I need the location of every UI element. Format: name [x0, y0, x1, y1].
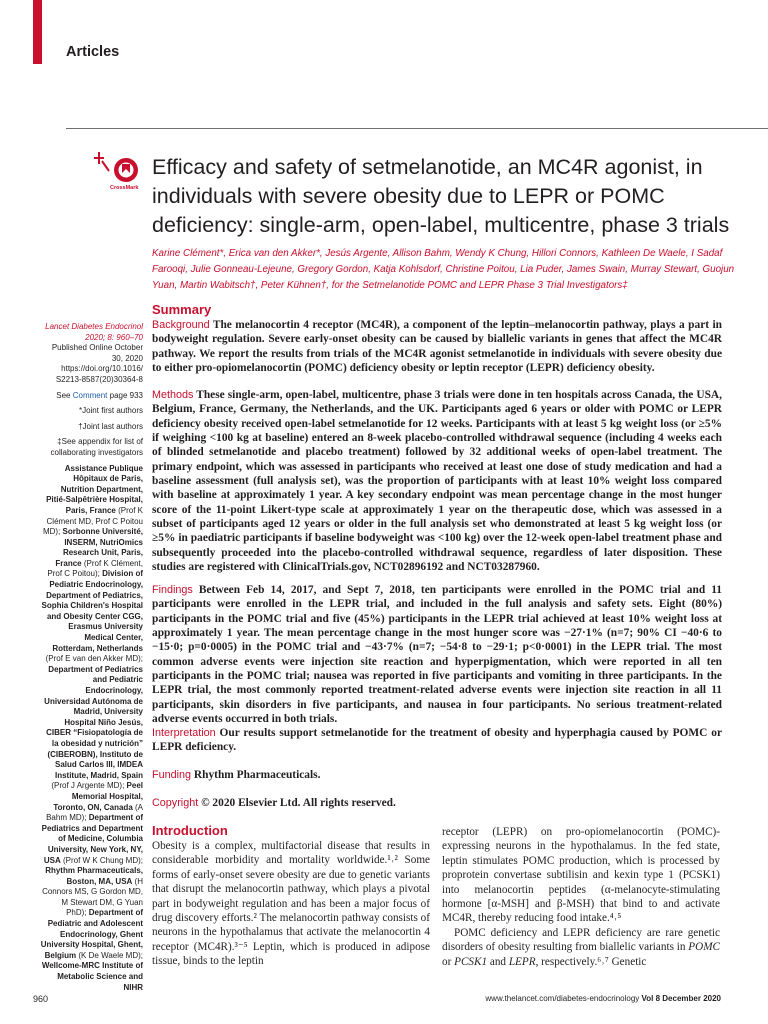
interpretation-label: Interpretation	[152, 727, 216, 739]
summary-funding	[152, 768, 722, 782]
citation: 2020; 8: 960–70	[85, 332, 143, 342]
header-divider	[66, 128, 768, 129]
summary-findings	[152, 583, 722, 726]
joint-last-note: †Joint last authors	[78, 421, 143, 431]
volume: Vol 8	[641, 994, 661, 1003]
sidebar	[40, 322, 143, 993]
crossmark-label: CrossMark	[110, 185, 139, 191]
footer-journal-info	[462, 994, 721, 1003]
intro-column-2-para-1: receptor (LEPR) on pro-opiomelanocortin (POMC)-expressing neurons in the hypothalamus. In the fed state, leptin stimulates POMC production, which is processed by proprotein convertase subtilisin and kexin type 1 (PCSK1) into melanocortin peptides (α-melanocyte-stimulating hormone [α-MSH] and β-MSH) that bind to and activate MC4R, thereby reducing food intake.⁴˒⁵	[442, 826, 720, 925]
crossmark-badge[interactable]	[94, 150, 142, 194]
page-number: 960	[33, 994, 49, 1004]
funding-label: Funding	[152, 769, 192, 781]
appendix-note: ‡See appendix for list of collaborating investigators	[50, 437, 143, 457]
methods-label: Methods	[152, 389, 194, 401]
findings-text: Between Feb 14, 2017, and Sept 7, 2018, ten participants were enrolled in the POMC trial and 11 participants were enrolled in the LEPR trial, and included in the full analysis and safety sets. Eight (80%) participants in the POMC trial and five (45%) participants in the LEPR trial achieved at least 10% weight loss at approximately 1 year. The mean percentage change in the most hunger score was −27·1% (n=7; 90% CI −40·6 to −15·0; p=0·0005) in the POMC trial and −43·7% (n=7; −54·8 to −29·1; p<0·0001) in the LEPR trial. The most common adverse events were injection site reaction and hyperpigmentation, which were reported in all ten participants in the POMC trial; nausea was reported in five participants and vomiting in three participants. In the LEPR trial, the most commonly reported treatment-related adverse events were injection site reaction in all 11 participants, skin disorders in five participants, and nausea in four participants. No serious treatment-related adverse events occurred in both trials.	[152, 584, 722, 726]
joint-first-note: *Joint first authors	[78, 406, 143, 416]
methods-text: These single-arm, open-label, multicentre, phase 3 trials were done in ten hospitals across Canada, the USA, Belgium, France, Germany, the Netherlands, and the UK. Participants aged 6 years or older with POMC or LEPR deficiency obesity received open-label setmelanotide for 12 weeks. Participants with at least 5 kg weight loss (or ≥5% if weighing <100 kg at baseline) entered an 8-week placebo-controlled withdrawal sequence (including 4 weeks each of blinded setmelanotide and placebo treatment) followed by 32 additional weeks of open-label treatment. The primary endpoint, which was assessed in participants who received at least one dose of study medication and had a baseline assessment (full analysis set), was the proportion of participants with at least 10% weight loss compared with baseline at approximately 1 year. A key secondary endpoint was mean percentage change in the most hunger score of the 11-point Likert-type scale at approximately 1 year on the therapeutic dose, which was assessed in a subset of participants aged 12 years or older in the full analysis set who demonstrated at least 5 kg weight loss (or ≥5% in paediatric participants if baseline bodyweight was <100 kg) over the 12-week open-label treatment phase and subsequently proceeded into the placebo-controlled withdrawal sequence, regardless of later disposition. These studies are registered with ClinicalTrials.gov, NCT02896192 and NCT03287960.	[152, 389, 722, 574]
summary-background	[152, 318, 722, 375]
background-label: Background	[152, 319, 210, 331]
summary-interpretation	[152, 726, 722, 755]
section-label: Articles	[66, 44, 120, 60]
funding-text: Rhythm Pharmaceuticals.	[193, 769, 321, 781]
comment-link[interactable]: Comment	[72, 390, 108, 400]
copyright-text: © 2020 Elsevier Ltd. All rights reserved.	[201, 797, 396, 809]
published-online: Published Online October 30, 2020 https://doi.org/10.1016/ S2213-8587(20)30364-8	[51, 343, 143, 384]
section-color-bar	[33, 0, 42, 64]
intro-column-2-para-2: POMC deficiency and LEPR deficiency are rare genetic disorders of obesity resulting from biallelic variants in POMC or PCSK1 and LEPR, respectively.⁶˒⁷ Genetic	[442, 927, 720, 968]
affiliations: Assistance Publique Hôpitaux de Paris, Nutrition Department, Pitié-Salpêtrière Hospital, Paris, France (Prof K Clément MD, Prof C Poitou MD); Sorbonne Université, INSERM, NutriOmics Research Unit, Paris, France (Prof K Clément, Prof C Poitou); Division of Pediatric Endocrinology, Department of Pediatrics, Sophia Children's Hospital and Obesity Center CGG, Erasmus University Medical Center, Rotterdam, Netherlands (Prof E van den Akker MD); Department of Pediatrics and Pediatric Endocrinology, Universidad Autónoma de Madrid, University Hospital Niño Jesús, CIBER “Fisiopatología de la obesidad y nutrición” (CIBEROBN), Instituto de Salud Carlos III, IMDEA Institute, Madrid, Spain (Prof J Argente MD); Peel Memorial Hospital, Toronto, ON, Canada (A Bahm MD); Department of Pediatrics and Department of Medicine, Columbia University, New York, NY, USA (Prof W K Chung MD); Rhythm Pharmaceuticals, Boston, MA, USA (H Connors MS, G Gordon MD, M Stewart DM, G Yuan PhD); Department of Pediatric and Adolescent Endocrinology, Ghent University Hospital, Ghent, Belgium (K De Waele MD); Wellcome-MRC Institute of Metabolic Science and NIHR	[40, 463, 143, 992]
intro-column-1: Obesity is a complex, multifactorial disease that results in considerable morbidity and mortality worldwide.¹˒² Some forms of early-onset severe obesity are due to genetic variants that disrupt the melanocortin pathway, which plays a pivotal part in bodyweight regulation and has been a major focus of drug discovery efforts.² The melanocortin pathway consists of neurons in the hypothalamus that activate the melanocortin 4 receptor (MC4R).³⁻⁵ Leptin, which is produced in adipose tissue, binds to the leptin	[152, 840, 430, 968]
article-title: Efficacy and safety of setmelanotide, an MC4R agonist, in individuals with severe obesity due to LEPR or POMC deficiency: single-arm, open-label, multicentre, phase 3 trials	[152, 155, 730, 237]
findings-label: Findings	[152, 584, 193, 596]
copyright-label: Copyright	[152, 797, 199, 809]
journal-url[interactable]: www.thelancet.com/diabetes-endocrinology	[485, 994, 640, 1003]
summary-copyright	[152, 796, 722, 810]
summary-methods	[152, 388, 722, 574]
interpretation-text: Our results support setmelanotide for the treatment of obesity and hyperphagia caused by POMC or LEPR deficiency.	[152, 727, 723, 754]
see-comment: See Comment page 933	[56, 390, 143, 400]
journal-name: Lancet Diabetes Endocrinol	[45, 322, 143, 331]
author-list: Karine Clément*, Erica van den Akker*, Jesús Argente, Allison Bahm, Wendy K Chung, Hillori Connors, Kathleen De Waele, I Sadaf Farooqi, Julie Gonneau-Lejeune, Gregory Gordon, Katja Kohlsdorf, Christine Poitou, Lia Puder, James Swain, Murray Stewart, Guojun Yuan, Martin Wabitsch†, Peter Kühnen†, for the Setmelanotide POMC and LEPR Phase 3 Trial Investigators‡	[152, 248, 735, 292]
issue-date: December 2020	[662, 994, 721, 1003]
background-text: The melanocortin 4 receptor (MC4R), a component of the leptin–melanocortin pathway, plays a part in bodyweight regulation. Severe early-onset obesity can be caused by biallelic variants in genes that affect the MC4R pathway. We report the results from trials of the MC4R agonist setmelanotide in individuals with severe obesity due to either pro-opiomelanocortin (POMC) deficiency obesity or leptin receptor (LEPR) deficiency obesity.	[152, 319, 722, 375]
introduction-heading: Introduction	[152, 823, 228, 838]
summary-heading: Summary	[152, 302, 212, 317]
